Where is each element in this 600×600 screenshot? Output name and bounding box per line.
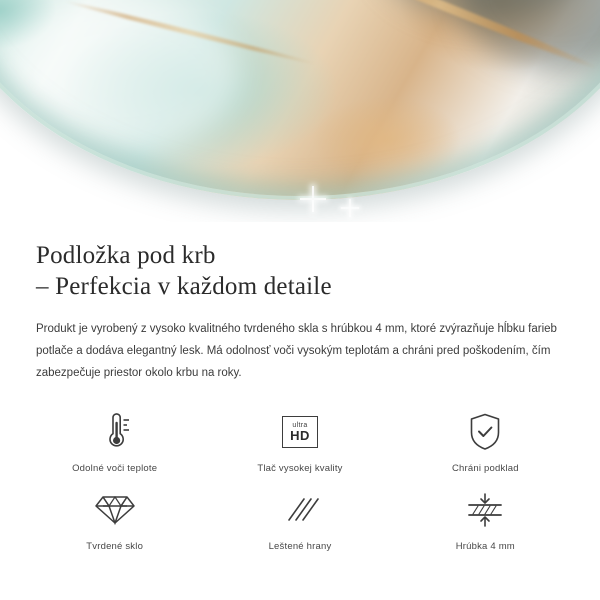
feature-item-print-quality [207,410,392,474]
diamond-icon [94,488,136,532]
hero-image [0,0,600,222]
sparkle-icon [341,199,359,217]
feature-label: Tlač vysokej kvality [257,463,343,474]
feature-item-surface-protection [393,410,578,474]
feature-item-tempered-glass [22,488,207,552]
feature-label: Hrúbka 4 mm [455,541,515,552]
shield-check-icon [467,410,503,454]
headline-line-1: Podložka pod krb [36,242,216,269]
ultra-hd-badge-top: ultra [292,422,308,429]
feature-label: Tvrdené sklo [86,541,144,552]
feature-label: Leštené hrany [268,541,332,552]
feature-item-temperature [22,410,207,474]
thermometer-icon [95,410,135,454]
ultra-hd-badge-bottom: HD [290,428,310,443]
description-paragraph: Produkt je vyrobený z vysoko kvalitného tvrdeného skla s hrúbkou 4 mm, ktoré zvýrazňuje hĺbku farieb potlače a dodáva elegantný lesk. Má odolnosť voči vysokým teplotám a chráni pred poškodením, čím zabezpečuje priestor okolo krbu na roky. [36,323,557,379]
headline-line-2: – Perfekcia v každom detaile [36,273,332,300]
feature-item-polished-edges [207,488,392,552]
feature-grid [0,410,600,552]
sparkle-icon [300,186,326,212]
thickness-icon [463,488,507,532]
page-title [36,240,564,302]
feature-label: Odolné voči teplote [72,463,158,474]
text-content [0,222,600,384]
feature-label: Chráni podklad [451,463,519,474]
glass-plate-graphic [0,0,600,200]
feature-item-thickness [393,488,578,552]
ultra-hd-icon [282,410,318,454]
polished-edges-icon [280,488,320,532]
